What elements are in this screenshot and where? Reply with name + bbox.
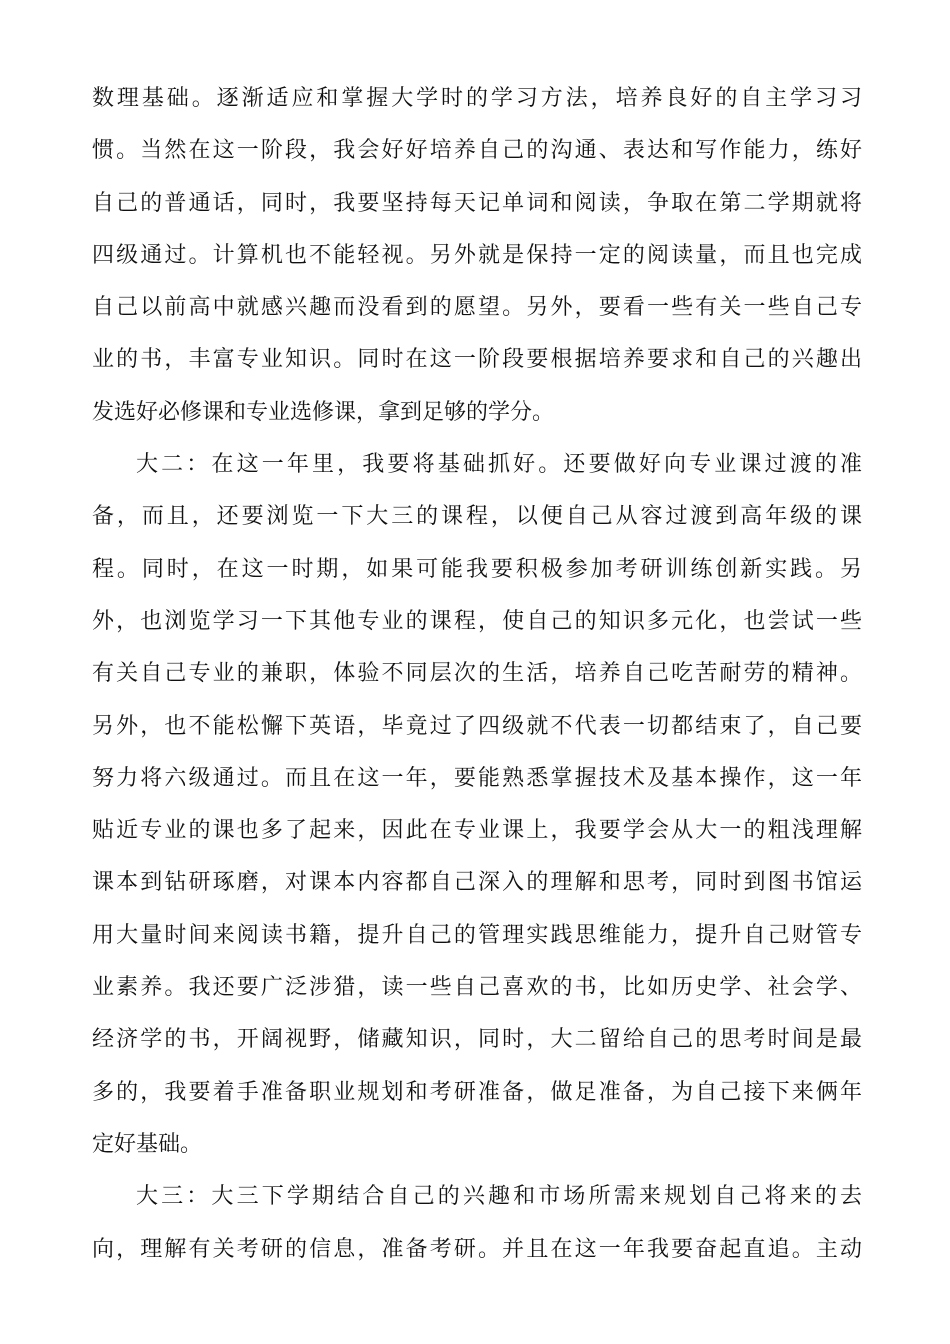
text-line: 业素养。我还要广泛涉猎，读一些自己喜欢的书，比如历史学、社会学、 [92,975,862,1001]
text-line: 四级通过。计算机也不能轻视。另外就是保持一定的阅读量，而且也完成 [92,242,862,268]
text-line: 用大量时间来阅读书籍，提升自己的管理实践思维能力，提升自己财管专 [92,922,862,948]
text-line: 另外，也不能松懈下英语，毕竟过了四级就不代表一切都结束了，自己要 [92,713,862,739]
document-body [92,73,862,1276]
text-line: 备，而且，还要浏览一下大三的课程，以便自己从容过渡到高年级的课 [92,504,862,530]
text-line: 经济学的书，开阔视野，储藏知识，同时，大二留给自己的思考时间是最 [92,1027,862,1053]
text-line: 程。同时，在这一时期，如果可能我要积极参加考研训练创新实践。另 [92,556,862,582]
text-line: 贴近专业的课也多了起来，因此在专业课上，我要学会从大一的粗浅理解 [92,818,862,844]
text-line: 业的书，丰富专业知识。同时在这一阶段要根据培养要求和自己的兴趣出 [92,347,862,373]
text-line: 有关自己专业的兼职，体验不同层次的生活，培养自己吃苦耐劳的精神。 [92,661,862,687]
text-line: 自己的普通话，同时，我要坚持每天记单词和阅读，争取在第二学期就将 [92,190,862,216]
text-line: 发选好必修课和专业选修课，拿到足够的学分。 [92,399,555,425]
text-line: 外，也浏览学习一下其他专业的课程，使自己的知识多元化，也尝试一些 [92,608,862,634]
text-line: 向，理解有关考研的信息，准备考研。并且在这一年我要奋起直追。主动 [92,1236,862,1262]
text-line: 惯。当然在这一阶段，我会好好培养自己的沟通、表达和写作能力，练好 [92,138,862,164]
text-line: 大二：在这一年里，我要将基础抓好。还要做好向专业课过渡的准 [136,452,862,478]
text-line: 数理基础。逐渐适应和掌握大学时的学习方法，培养良好的自主学习习 [92,86,862,111]
text-line: 课本到钻研琢磨，对课本内容都自己深入的理解和思考，同时到图书馆运 [92,870,862,896]
text-line: 努力将六级通过。而且在这一年，要能熟悉掌握技术及基本操作，这一年 [92,765,862,791]
text-line: 多的，我要着手准备职业规划和考研准备，做足准备，为自己接下来俩年 [92,1079,862,1105]
text-line: 大三：大三下学期结合自己的兴趣和市场所需来规划自己将来的去 [136,1184,862,1210]
text-line: 自己以前高中就感兴趣而没看到的愿望。另外，要看一些有关一些自己专 [92,295,862,321]
text-line: 定好基础。 [92,1131,203,1157]
